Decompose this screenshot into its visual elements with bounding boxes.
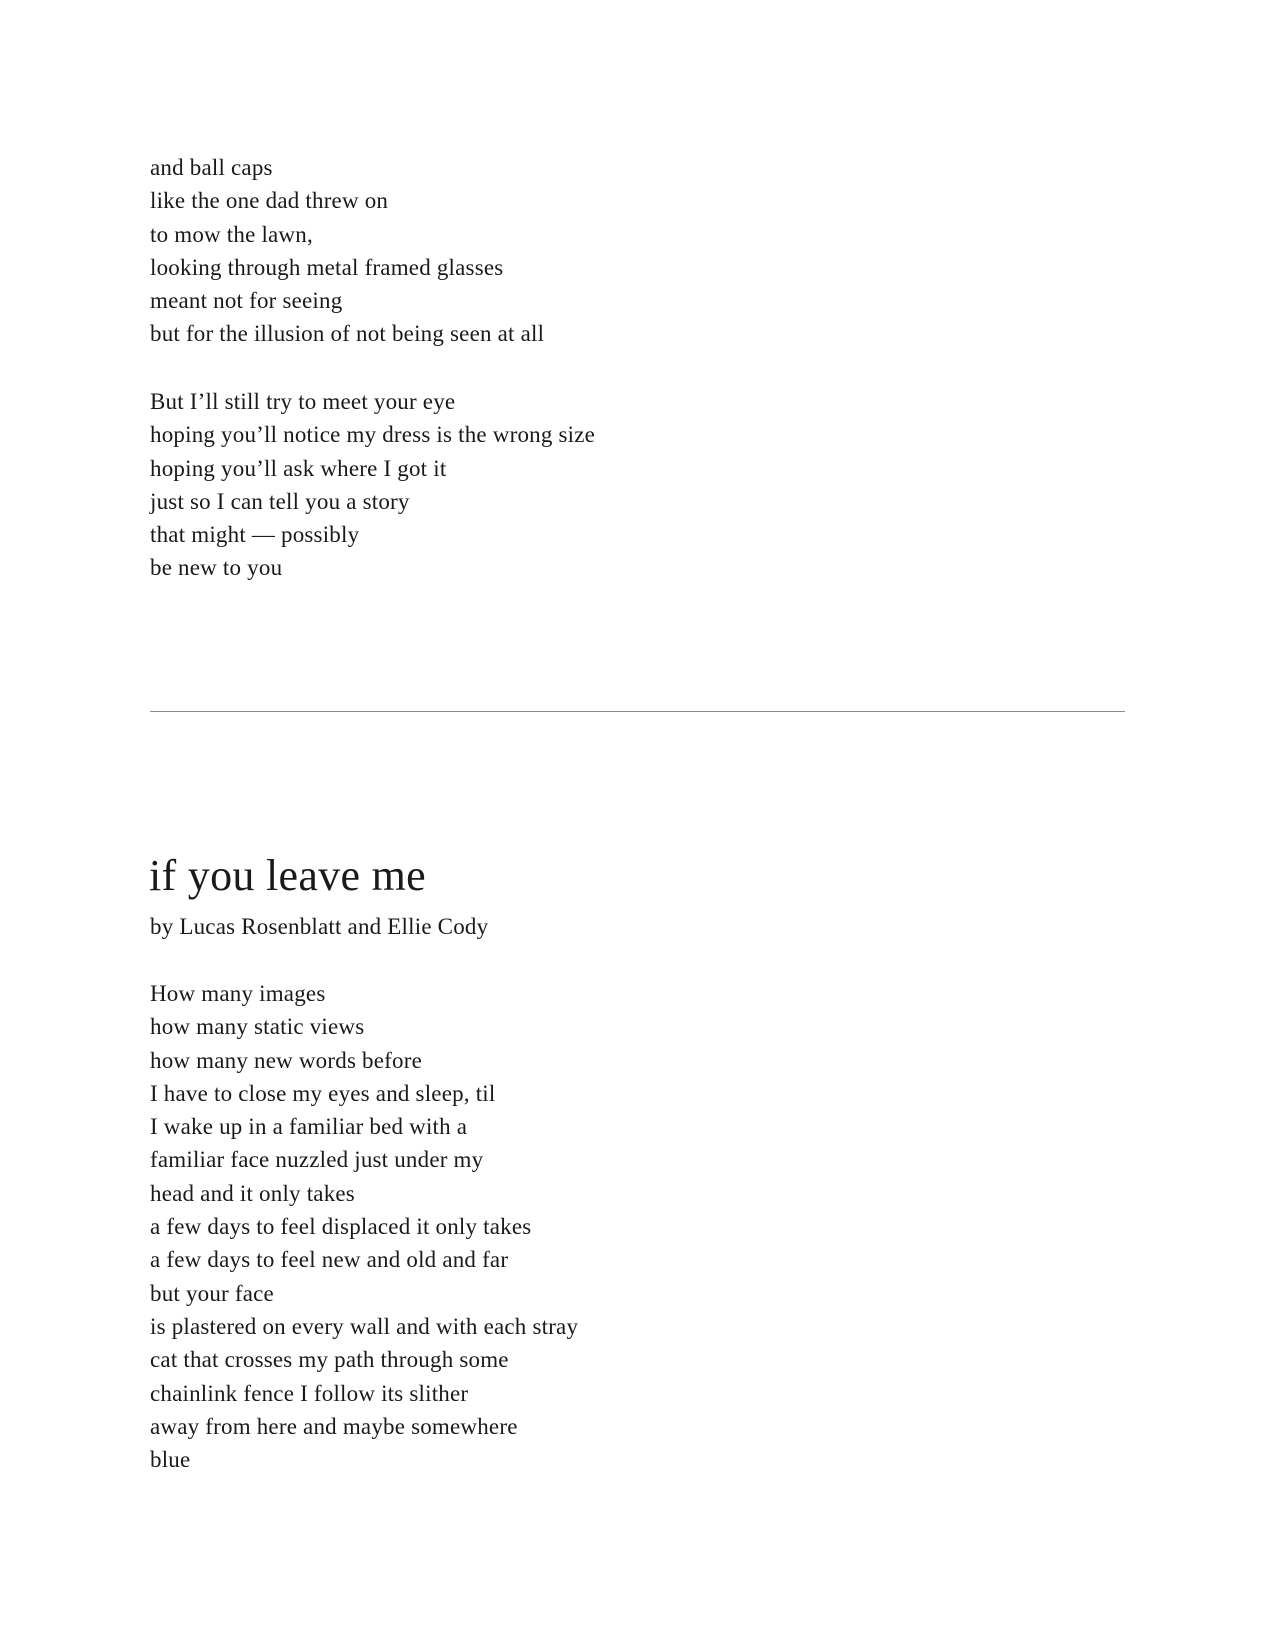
previous-poem-stanza-1 (150, 151, 544, 351)
poem-line: to mow the lawn, (150, 221, 313, 247)
poem-line: I wake up in a familiar bed with a (150, 1114, 468, 1140)
poem-line: I have to close my eyes and sleep, til (150, 1080, 496, 1106)
poem-line: looking through metal framed glasses (150, 254, 504, 280)
poem-line: just so I can tell you a story (150, 488, 410, 514)
poem-line: but for the illusion of not being seen at all (150, 321, 545, 347)
poem-line: be new to you (150, 555, 283, 581)
poem-line: how many new words before (150, 1047, 422, 1073)
poem-line: a few days to feel new and old and far (150, 1247, 509, 1273)
poem-line: meant not for seeing (150, 288, 343, 314)
poem-line: How many images (150, 981, 326, 1006)
section-divider (150, 711, 1125, 712)
poem-line: familiar face nuzzled just under my (150, 1147, 484, 1173)
poem-body (150, 977, 578, 1476)
poem-line: is plastered on every wall and with each stray (150, 1313, 579, 1339)
poem-line: and ball caps (150, 155, 273, 180)
poem-line: cat that crosses my path through some (150, 1347, 509, 1373)
poem-line: that might — possibly (150, 522, 360, 548)
poem-line: hoping you’ll notice my dress is the wrong size (150, 422, 596, 448)
poem-line: a few days to feel displaced it only takes (150, 1214, 532, 1240)
poem-line: But I’ll still try to meet your eye (150, 389, 456, 414)
previous-poem-stanza-2 (150, 385, 595, 585)
poem-byline: by Lucas Rosenblatt and Ellie Cody (150, 914, 489, 939)
poem-line: head and it only takes (150, 1180, 355, 1206)
poem-title: if you leave me (149, 851, 426, 900)
poem-line: like the one dad threw on (150, 188, 389, 214)
poem-line: but your face (150, 1280, 274, 1306)
poem-line: blue (150, 1447, 191, 1473)
poem-line: hoping you’ll ask where I got it (150, 455, 447, 481)
poem-line: how many static views (150, 1014, 365, 1040)
poem-line: away from here and maybe somewhere (150, 1413, 518, 1439)
poem-line: chainlink fence I follow its slither (150, 1380, 469, 1406)
